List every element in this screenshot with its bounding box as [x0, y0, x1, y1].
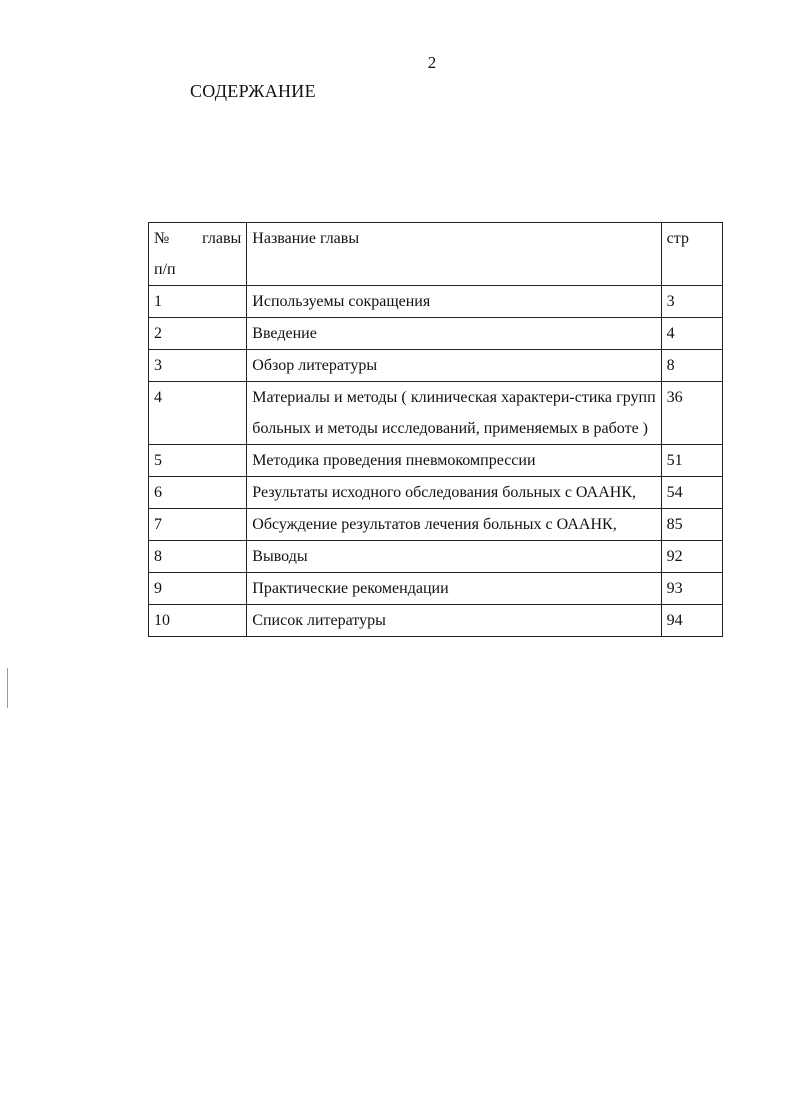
chapter-page: 54 [661, 477, 722, 509]
toc-row [149, 382, 723, 445]
toc-header-row [149, 223, 723, 286]
chapter-title: Выводы [247, 541, 661, 573]
page-title: СОДЕРЖАНИЕ [190, 81, 316, 101]
chapter-number: 4 [149, 382, 247, 445]
page-number: 2 [427, 53, 437, 72]
chapter-page: 51 [661, 445, 722, 477]
chapter-title: Обсуждение результатов лечения больных с ОААНК, [247, 509, 661, 541]
chapter-title: Обзор литературы [247, 350, 661, 382]
header-order-abbr: п/п [154, 261, 176, 278]
toc-row [149, 286, 723, 318]
chapter-number: 3 [149, 350, 247, 382]
header-chapter-word: главы [202, 230, 242, 247]
chapter-number: 9 [149, 573, 247, 605]
toc-row [149, 541, 723, 573]
chapter-page: 94 [661, 605, 722, 637]
toc-table [148, 222, 723, 637]
header-chapter-number [149, 223, 247, 286]
chapter-page: 3 [661, 286, 722, 318]
chapter-page: 85 [661, 509, 722, 541]
chapter-number: 5 [149, 445, 247, 477]
toc-row [149, 318, 723, 350]
toc-row [149, 445, 723, 477]
chapter-title: Материалы и методы ( клиническая характери-стика групп больных и методы исследований, применяемых в работе ) [247, 382, 661, 445]
header-page: стр [661, 223, 722, 286]
toc-row [149, 477, 723, 509]
chapter-title: Используемы сокращения [247, 286, 661, 318]
scan-artifact-line [7, 668, 8, 708]
chapter-title: Введение [247, 318, 661, 350]
chapter-number: 7 [149, 509, 247, 541]
toc-row [149, 573, 723, 605]
chapter-number: 2 [149, 318, 247, 350]
toc-row [149, 350, 723, 382]
chapter-page: 93 [661, 573, 722, 605]
chapter-number: 8 [149, 541, 247, 573]
header-chapter-title: Название главы [247, 223, 661, 286]
chapter-page: 36 [661, 382, 722, 445]
chapter-title: Список литературы [247, 605, 661, 637]
chapter-page: 8 [661, 350, 722, 382]
chapter-title: Методика проведения пневмокомпрессии [247, 445, 661, 477]
chapter-number: 1 [149, 286, 247, 318]
chapter-page: 92 [661, 541, 722, 573]
chapter-title: Результаты исходного обследования больных с ОААНК, [247, 477, 661, 509]
chapter-title: Практические рекомендации [247, 573, 661, 605]
chapter-page: 4 [661, 318, 722, 350]
header-number-sign: № [154, 230, 170, 247]
toc-row [149, 605, 723, 637]
toc-row [149, 509, 723, 541]
chapter-number: 6 [149, 477, 247, 509]
chapter-number: 10 [149, 605, 247, 637]
